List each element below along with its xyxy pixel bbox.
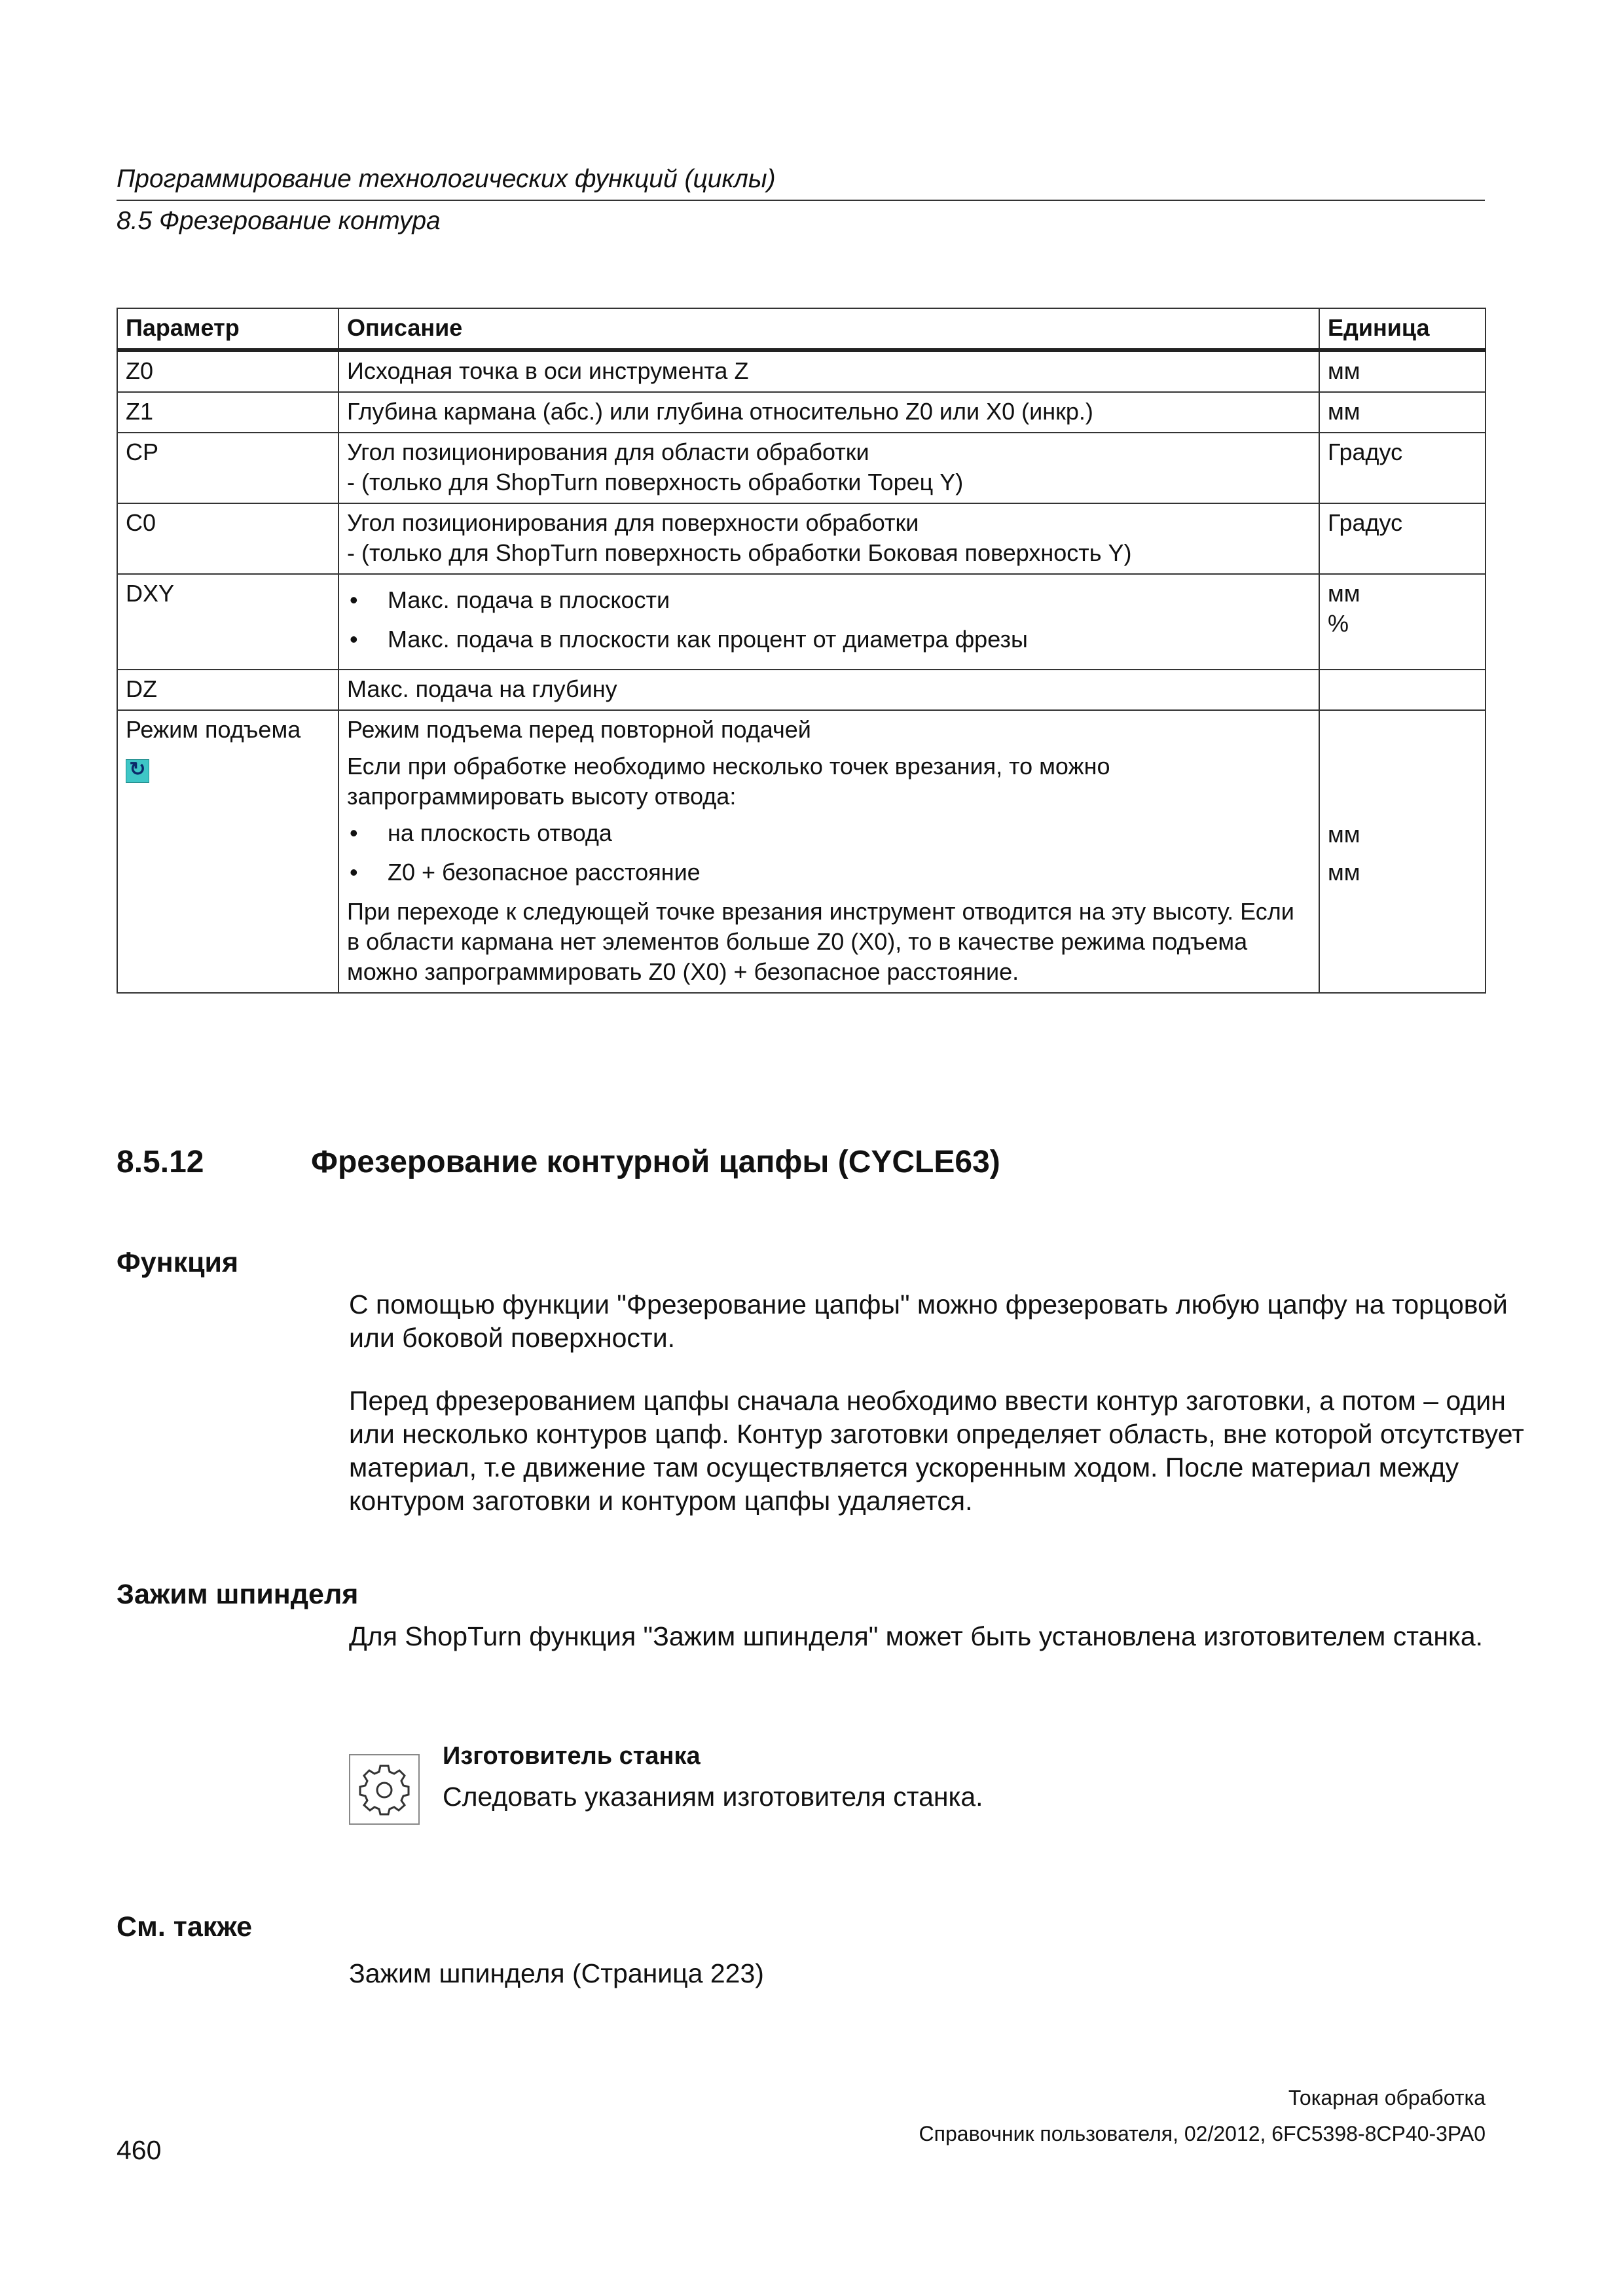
unit-cell: мм bbox=[1319, 350, 1486, 392]
param-cell: DZ bbox=[117, 670, 338, 710]
function-paragraph-2: Перед фрезерованием цапфы сначала необходимо ввести контур заготовки, а потом – один или несколько контуров цапф. Контур заготовки определяет область, вне которой отсутствует материал, т.е движение там осуществляется ускоренным ходом. После материал между контуром заготовки и контуром цапфы удаляется. bbox=[349, 1386, 1524, 1516]
description-cell: Макс. подача на глубину bbox=[338, 670, 1319, 710]
param-cell bbox=[117, 710, 338, 993]
function-heading: Функция bbox=[117, 1247, 239, 1278]
footer-manual-id: Справочник пользователя, 02/2012, 6FC5398-8CP40-3PA0 bbox=[919, 2122, 1486, 2145]
description-cell bbox=[338, 433, 1319, 503]
footer-product: Токарная обработка bbox=[1288, 2086, 1486, 2109]
unit-line: мм bbox=[1328, 580, 1360, 607]
lift-mode-icon: ↻ bbox=[126, 759, 149, 783]
description-line: Режим подъема перед повторной подачей bbox=[347, 716, 811, 743]
description-line: - (только для ShopTurn поверхность обработки Боковая поверхность Y) bbox=[347, 539, 1132, 566]
bullet-item: • Z0 + безопасное расстояние bbox=[347, 857, 1311, 888]
table-row bbox=[117, 433, 1486, 503]
description-line: Угол позиционирования для области обработки bbox=[347, 439, 869, 465]
spindle-heading: Зажим шпинделя bbox=[117, 1579, 359, 1610]
unit-cell: Градус bbox=[1319, 433, 1486, 503]
unit-line: мм bbox=[1328, 821, 1360, 848]
page-number: 460 bbox=[117, 2135, 162, 2165]
header-rule bbox=[117, 200, 1485, 201]
description-cell bbox=[338, 503, 1319, 574]
table-row bbox=[117, 503, 1486, 574]
description-cell bbox=[338, 574, 1319, 670]
running-header-chapter: Программирование технологических функций (циклы) bbox=[117, 165, 776, 193]
see-also-link[interactable]: Зажим шпинделя (Страница 223) bbox=[349, 1958, 764, 1988]
note-text: Следовать указаниям изготовителя станка. bbox=[443, 1782, 983, 1812]
bullet-item: • Макс. подача в плоскости как процент от диаметра фрезы bbox=[347, 624, 1311, 655]
section-title: Фрезерование контурной цапфы (CYCLE63) bbox=[311, 1145, 1000, 1179]
table-row bbox=[117, 574, 1486, 670]
table-row bbox=[117, 350, 1486, 392]
table-row bbox=[117, 670, 1486, 710]
running-header-section: 8.5 Фрезерование контура bbox=[117, 207, 441, 235]
function-paragraph-1: С помощью функции "Фрезерование цапфы" можно фрезеровать любую цапфу на торцовой или боковой поверхности. bbox=[349, 1289, 1508, 1353]
description-cell: Исходная точка в оси инструмента Z bbox=[338, 350, 1319, 392]
column-header-param: Параметр bbox=[117, 308, 338, 350]
section-number: 8.5.12 bbox=[117, 1145, 204, 1179]
unit-line: % bbox=[1328, 610, 1349, 637]
param-cell: DXY bbox=[117, 574, 338, 670]
description-cell bbox=[338, 710, 1319, 993]
bullet-item: • Макс. подача в плоскости bbox=[347, 585, 1311, 615]
description-line: - (только для ShopTurn поверхность обработки Торец Y) bbox=[347, 469, 964, 495]
param-cell: Z1 bbox=[117, 392, 338, 433]
description-line: Если при обработке необходимо несколько точек врезания, то можно запрограммировать высоту отвода: bbox=[347, 753, 1110, 810]
table-header-row bbox=[117, 308, 1486, 350]
param-cell: C0 bbox=[117, 503, 338, 574]
unit-cell bbox=[1319, 670, 1486, 710]
gear-icon bbox=[349, 1754, 420, 1825]
param-label: Режим подъема bbox=[126, 716, 301, 743]
note-title: Изготовитель станка bbox=[443, 1742, 701, 1770]
description-cell: Глубина кармана (абс.) или глубина относительно Z0 или X0 (инкр.) bbox=[338, 392, 1319, 433]
bullet-item: • на плоскость отвода bbox=[347, 818, 1311, 848]
unit-line: мм bbox=[1328, 859, 1360, 886]
column-header-unit: Единица bbox=[1319, 308, 1486, 350]
parameter-table bbox=[117, 308, 1486, 994]
column-header-description: Описание bbox=[338, 308, 1319, 350]
spindle-paragraph: Для ShopTurn функция "Зажим шпинделя" может быть установлена изготовителем станка. bbox=[349, 1621, 1484, 1651]
unit-cell: Градус bbox=[1319, 503, 1486, 574]
description-line: При переходе к следующей точке врезания инструмент отводится на эту высоту. Если в области кармана нет элементов больше Z0 (X0), то в качестве режима подъема можно запрограммировать Z0 (X0) + безопасное расстояние. bbox=[347, 898, 1294, 985]
table-row bbox=[117, 392, 1486, 433]
param-cell: CP bbox=[117, 433, 338, 503]
unit-cell: мм bbox=[1319, 392, 1486, 433]
see-also-heading: См. также bbox=[117, 1911, 253, 1943]
description-line: Угол позиционирования для поверхности обработки bbox=[347, 509, 919, 536]
unit-cell bbox=[1319, 710, 1486, 993]
param-cell: Z0 bbox=[117, 350, 338, 392]
unit-cell bbox=[1319, 574, 1486, 670]
table-row bbox=[117, 710, 1486, 993]
